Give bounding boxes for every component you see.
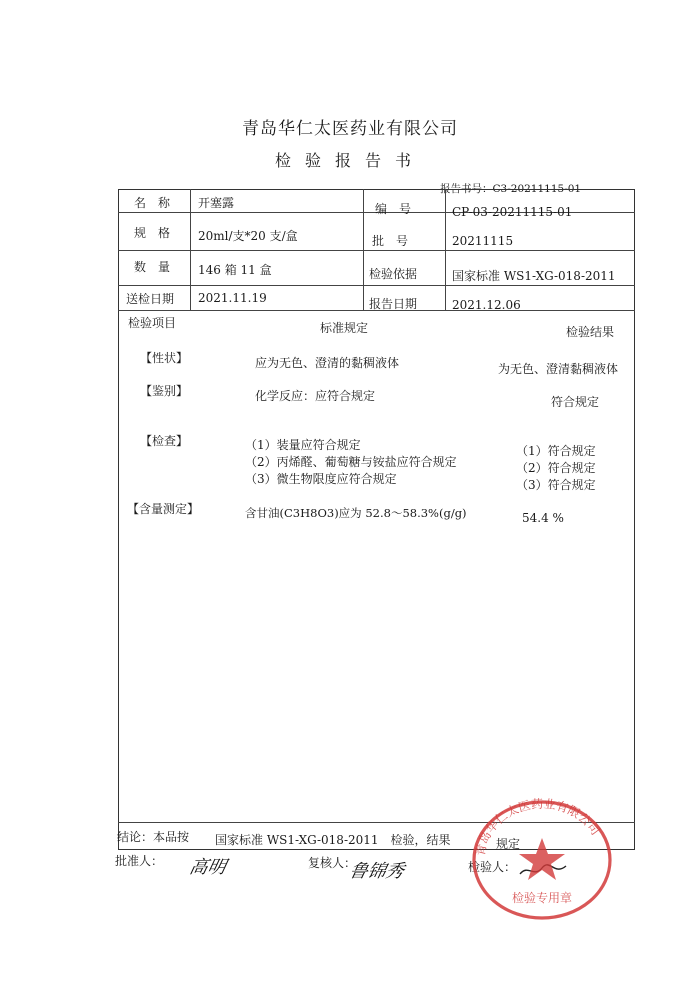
seal-graphic [462, 790, 622, 920]
batch-label: 批 号 [372, 234, 409, 248]
quantity-value: 146 箱 11 盒 [198, 263, 272, 277]
company-name: 青岛华仁太医药业有限公司 [242, 119, 458, 139]
check-result-2: （2）符合规定 [516, 461, 596, 475]
batch-value: 20211115 [452, 234, 514, 248]
row-divider [118, 250, 635, 251]
submit-date-label: 送检日期 [126, 292, 175, 306]
code-label: 编 号 [375, 202, 412, 216]
name-label: 名 称 [134, 196, 171, 210]
header-test-item: 检验项目 [128, 316, 177, 330]
svg-text:青岛华仁太医药业有限公司: 青岛华仁太医药业有限公司 [472, 796, 603, 858]
code-value: CP-03-20211115-01 [452, 205, 573, 219]
identification-result: 符合规定 [551, 395, 600, 409]
assay-standard: 含甘油(C3H8O3)应为 52.8～58.3%(g/g) [245, 506, 467, 520]
header-result: 检验结果 [566, 325, 615, 339]
column-divider [445, 189, 446, 310]
conclusion-suffix: 规定 [496, 837, 521, 851]
assay-label: 【含量测定】 [127, 502, 200, 516]
column-divider [190, 189, 191, 310]
check-standard-1: （1）装量应符合规定 [245, 438, 361, 452]
appearance-result: 为无色、澄清黏稠液体 [498, 362, 619, 376]
svg-text:检验专用章: 检验专用章 [511, 891, 573, 905]
official-seal [462, 790, 622, 920]
column-divider [363, 189, 364, 310]
approver-label: 批准人： [115, 854, 164, 868]
conclusion-prefix: 结论：本品按 [117, 830, 190, 844]
inspector-label: 检验人： [468, 860, 517, 874]
report-number: 报告书号：C3-20211115-01 [440, 183, 582, 195]
check-label: 【检查】 [140, 434, 189, 448]
reviewer-signature: 鲁锦秀 [347, 861, 406, 882]
appearance-label: 【性状】 [140, 351, 189, 365]
report-date-value: 2021.12.06 [452, 298, 521, 312]
check-standard-2: （2）丙烯醛、葡萄糖与铵盐应符合规定 [245, 455, 457, 469]
row-divider [118, 285, 635, 286]
report-date-label: 报告日期 [369, 297, 418, 311]
check-standard-3: （3）微生物限度应符合规定 [245, 472, 397, 486]
appearance-standard: 应为无色、澄清的黏稠液体 [255, 356, 400, 370]
approver-signature: 高明 [187, 857, 228, 878]
spec-value: 20ml/支*20 支/盒 [198, 229, 298, 243]
basis-label: 检验依据 [369, 267, 418, 281]
basis-value: 国家标准 WS1-XG-018-2011 [452, 269, 616, 283]
header-standard: 标准规定 [320, 321, 369, 335]
document-title: 检验报告书 [274, 151, 425, 170]
identification-label: 【鉴别】 [140, 384, 189, 398]
quantity-label: 数 量 [134, 260, 171, 274]
check-result-1: （1）符合规定 [516, 444, 596, 458]
spec-label: 规 格 [134, 226, 171, 240]
name-value: 开塞露 [198, 196, 235, 210]
identification-standard: 化学反应：应符合规定 [255, 389, 376, 403]
check-result-3: （3）符合规定 [516, 478, 596, 492]
reviewer-label: 复核人： [308, 856, 357, 870]
conclusion-body: 国家标准 WS1-XG-018-2011 检验，结果 [215, 833, 451, 847]
submit-date-value: 2021.11.19 [198, 291, 267, 305]
assay-result: 54.4 % [522, 511, 564, 525]
